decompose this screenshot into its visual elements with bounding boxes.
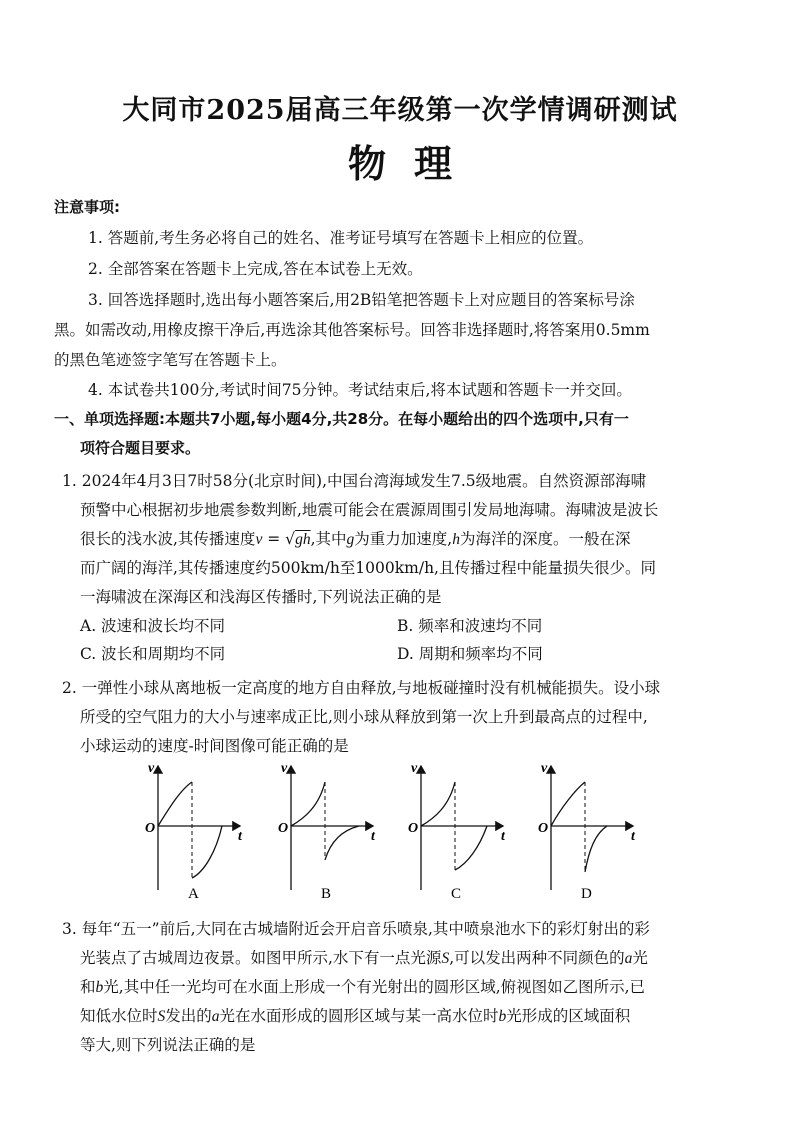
- q3-line-5: 等大,则下列说法正确的是: [80, 1036, 256, 1054]
- q3-line-1: 3. 每年“五一”前后,大同在古城墙附近会开启音乐喷泉,其中喷泉池水下的彩灯射出的彩: [62, 920, 650, 938]
- exam-subject: 物理: [347, 141, 480, 186]
- q3-line-3: 和b光,其中任一光均可在水面上形成一个有光射出的圆形区域,俯视图如乙图所示,已: [80, 978, 646, 996]
- formula-gh: gh: [295, 531, 311, 548]
- q3-line-4: 知低水位时S发出的a光在水面形成的圆形区域与某一高水位时b光形成的区域面积: [80, 1007, 631, 1025]
- notice-item-3-line-1: 3. 回答选择题时,选出每小题答案后,用2B铅笔把答题卡上对应题目的答案标号涂: [88, 291, 635, 309]
- graph-c: [408, 761, 506, 900]
- q3-line-2: 光装点了古城周边夜景。如图甲所示,水下有一点光源S,可以发出两种不同颜色的a光: [80, 949, 648, 967]
- graph-b-t-label: t: [371, 829, 375, 844]
- graph-a-origin: O: [145, 821, 156, 836]
- q1-line-2: 预警中心根据初步地震参数判断,地震可能会在震源周围引发局地海啸。海啸波是波长: [80, 501, 659, 519]
- graph-b-origin: O: [278, 821, 289, 836]
- graph-c-rise-curve: [455, 826, 487, 870]
- graph-a-label: A: [188, 886, 199, 900]
- graph-c-origin: O: [408, 821, 419, 836]
- notice-item-4: 4. 本试卷共100分,考试时间75分钟。考试结束后,将本试题和答题卡一并交回。: [88, 381, 632, 399]
- q1-option-b: B. 频率和波速均不同: [397, 617, 543, 635]
- graph-b-rise-curve: [325, 826, 359, 860]
- graph-c-label: C: [451, 886, 462, 900]
- graph-b: [278, 761, 376, 900]
- q2-line-2: 所受的空气阻力的大小与速率成正比,则小球从释放到第一次上升到最高点的过程中,: [80, 708, 648, 726]
- graph-d-t-label: t: [631, 829, 635, 844]
- graph-d-v-label: v: [541, 761, 548, 776]
- graph-d-fall-curve: [551, 782, 585, 826]
- q1-line-4: 而广阔的海洋,其传播速度约500km/h至1000km/h,且传播过程中能量损失很少。同: [80, 559, 656, 577]
- notice-item-3-line-2: 黑。如需改动,用橡皮擦干净后,再选涂其他答案标号。回答非选择题时,将答案用0.5mm: [54, 321, 650, 339]
- formula-v: v: [255, 531, 263, 548]
- graph-d-rise-curve: [585, 826, 607, 872]
- q1-line-5: 一海啸波在深海区和浅海区传播时,下列说法正确的是: [80, 588, 442, 606]
- graph-b-v-label: v: [281, 761, 288, 776]
- graph-c-v-label: v: [411, 761, 418, 776]
- section-1-heading-line-1: 一、单项选择题:本题共7小题,每小题4分,共28分。在每小题给出的四个选项中,只有一: [54, 410, 629, 428]
- graph-c-t-label: t: [501, 829, 505, 844]
- graph-a: [145, 761, 243, 900]
- notice-item-2: 2. 全部答案在答题卡上完成,答在本试卷上无效。: [88, 260, 423, 278]
- exam-title: 大同市2025届高三年级第一次学情调研测试: [122, 95, 678, 126]
- notice-heading: 注意事项:: [54, 198, 120, 216]
- q1-option-d: D. 周期和频率均不同: [397, 645, 543, 663]
- sqrt-symbol: √: [285, 530, 296, 548]
- q2-line-1: 2. 一弹性小球从离地板一定高度的地方自由释放,与地板碰撞时没有机械能损失。设小球: [62, 679, 661, 697]
- graph-b-label: B: [321, 886, 332, 900]
- notice-item-1: 1. 答题前,考生务必将自己的姓名、准考证号填写在答题卡上相应的位置。: [88, 229, 594, 247]
- graph-d: [538, 761, 636, 900]
- q1-option-a: A. 波速和波长均不同: [80, 617, 226, 635]
- q2-line-3: 小球运动的速度-时间图像可能正确的是: [80, 737, 349, 755]
- q1-line-3: 很长的浅水波,其传播速度v = √gh,其中g为重力加速度,h为海洋的深度。一般在深: [80, 530, 631, 548]
- graph-a-v-label: v: [148, 761, 155, 776]
- q2-vt-graphs: [130, 760, 650, 900]
- graph-a-rise-curve: [192, 826, 222, 878]
- notice-item-3-line-3: 的黑色笔迹签字笔写在答题卡上。: [54, 351, 287, 369]
- graph-a-t-label: t: [238, 829, 242, 844]
- section-1-heading-line-2: 项符合题目要求。: [80, 439, 201, 457]
- graph-d-label: D: [581, 886, 592, 900]
- graph-a-fall-curve: [158, 782, 192, 826]
- q1-line-1: 1. 2024年4月3日7时58分(北京时间),中国台湾海域发生7.5级地震。自然资源部海啸: [62, 472, 647, 490]
- q1-option-c: C. 波长和周期均不同: [80, 645, 226, 663]
- graph-b-fall-curve: [291, 782, 325, 826]
- graph-d-origin: O: [538, 821, 549, 836]
- graph-c-fall-curve: [421, 782, 455, 826]
